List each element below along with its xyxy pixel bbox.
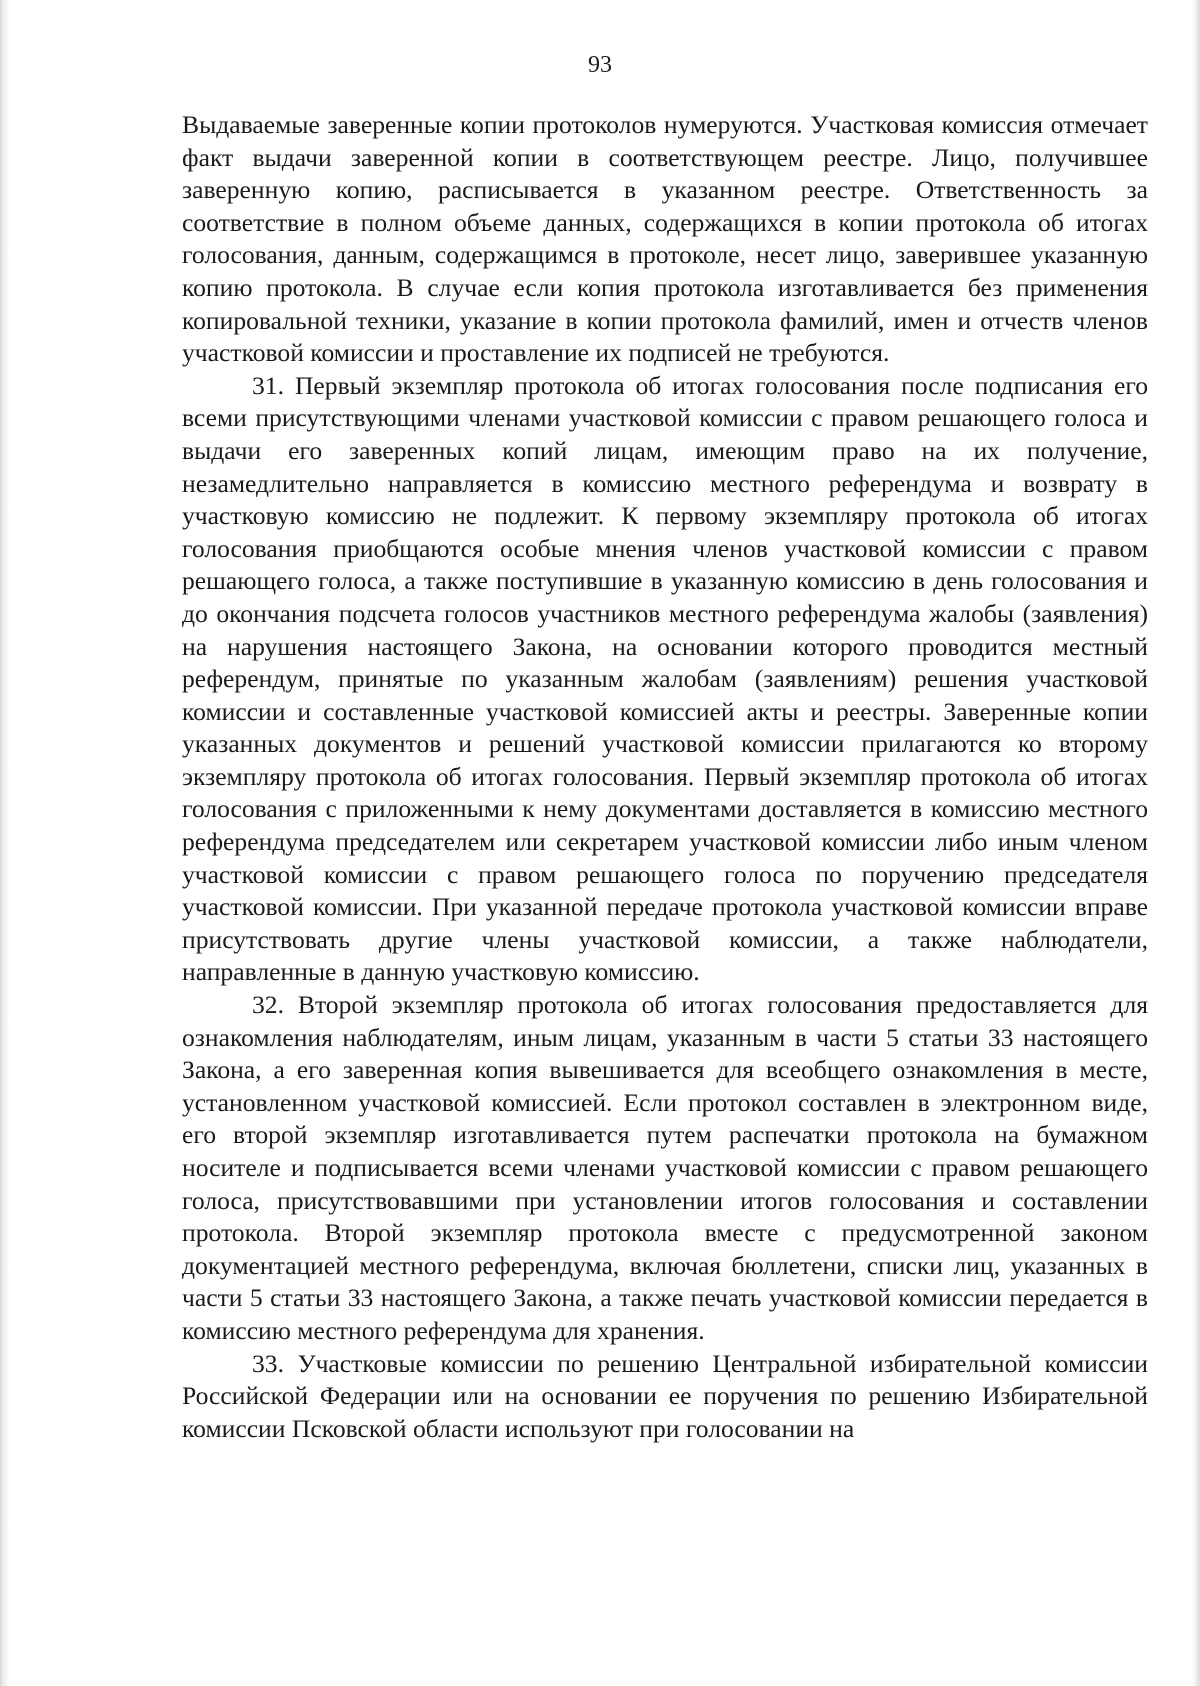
page-number: 93 [588, 52, 612, 78]
paragraph-33: 33. Участковые комиссии по решению Центральной избирательной комиссии Российской Федерации или на основании ее поручения по решению Избирательной комиссии Псковской области используют при голосовании на [182, 1348, 1148, 1443]
paragraph-31: 31. Первый экземпляр протокола об итогах голосования после подписания его всеми присутствующими членами участковой комиссии с правом решающего голоса и выдачи его заверенных копий лицам, имеющим право на их получение, незамедлительно направляется в комиссию местного референдума и возврату в участковую комиссию не подлежит. К первому экземпляру протокола об итогах голосования приобщаются особые мнения членов участковой комиссии с правом решающего голоса, а также поступившие в указанную комиссию в день голосования и до окончания подсчета голосов участников местного референдума жалобы (заявления) на нарушения настоящего Закона, на основании которого проводится местный референдум, принятые по указанным жалобам (заявлениям) решения участковой комиссии и составленные участковой комиссией акты и реестры. Заверенные копии указанных документов и решений участковой комиссии прилагаются ко второму экземпляру протокола об итогах голосования. Первый экземпляр протокола об итогах голосования с приложенными к нему документами доставляется в комиссию местного референдума председателем или секретарем участковой комиссии либо иным членом участковой комиссии с правом решающего голоса по поручению председателя участковой комиссии. При указанной передаче протокола участковой комиссии вправе присутствовать другие члены участковой комиссии, а также наблюдатели, направленные в данную участковую комиссию. [182, 370, 1148, 987]
scan-edge-right [1192, 0, 1200, 1686]
document-body [182, 109, 1148, 1445]
paragraph-32: 32. Второй экземпляр протокола об итогах голосования предоставляется для ознакомления наблюдателям, иным лицам, указанным в части 5 статьи 33 настоящего Закона, а его заверенная копия вывешивается для всеобщего ознакомления в месте, установленном участковой комиссией. Если протокол составлен в электронном виде, его второй экземпляр изготавливается путем распечатки протокола на бумажном носителе и подписывается всеми членами участковой комиссии с правом решающего голоса, присутствовавшими при установлении итогов голосования и составлении протокола. Второй экземпляр протокола вместе с предусмотренной законом документацией местного референдума, включая бюллетени, списки лиц, указанных в части 5 статьи 33 настоящего Закона, а также печать участковой комиссии передается в комиссию местного референдума для хранения. [182, 990, 1148, 1345]
scan-edge-left [0, 0, 10, 1686]
paragraph-continuation: Выдаваемые заверенные копии протоколов нумеруются. Участковая комиссия отмечает факт выдачи заверенной копии в соответствующем реестре. Лицо, получившее заверенную копию, расписывается в указанном реестре. Ответственность за соответствие в полном объеме данных, содержащихся в копии протокола об итогах голосования, данным, содержащимся в протоколе, несет лицо, заверившее указанную копию протокола. В случае если копия протокола изготавливается без применения копировальной техники, указание в копии протокола фамилий, имен и отчеств членов участковой комиссии и проставление их подписей не требуются. [182, 110, 1148, 368]
